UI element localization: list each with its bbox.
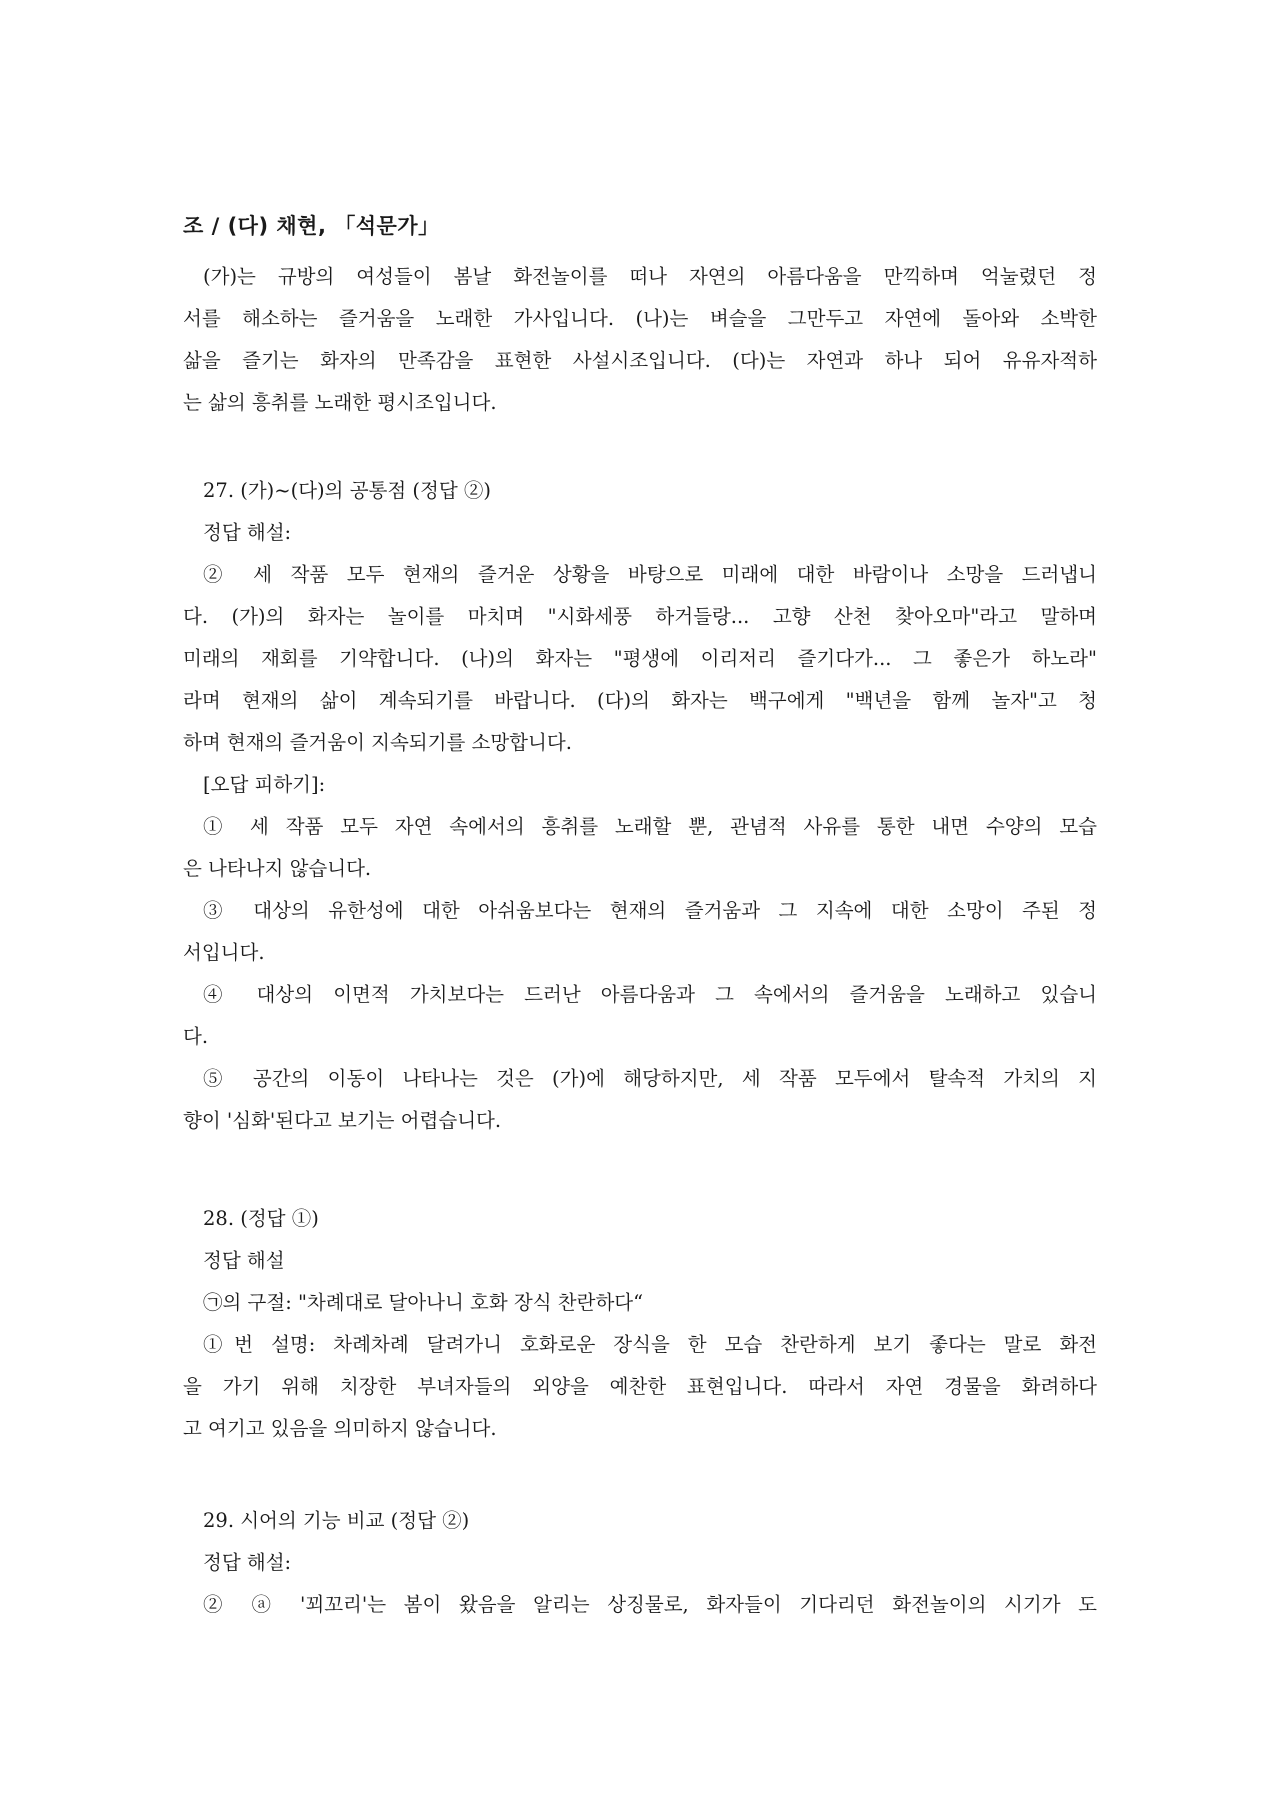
section-heading: 조 / (다) 채현, 「석문가」	[183, 214, 440, 238]
avoid-line: ⑤ 공간의 이동이 나타나는 것은 (가)에 해당하지만, 세 작품 모두에서 탈속적 가치의 지	[203, 1067, 1097, 1090]
explain-line: 미래의 재회를 기약합니다. (나)의 화자는 "평생에 이리저리 즐기다가... 그 좋은가 하노라"	[183, 647, 1097, 670]
explain-label: 정답 해설:	[203, 1551, 292, 1574]
explain-line: 다. (가)의 화자는 놀이를 마치며 "시화세풍 하거들랑... 고향 산천 찾아오마"라고 말하며	[183, 605, 1097, 628]
quoted-phrase: ㉠의 구절: "차례대로 달아나니 호화 장식 찬란하다“	[203, 1291, 644, 1314]
avoid-label: [오답 피하기]:	[203, 773, 326, 796]
avoid-line: ④ 대상의 이면적 가치보다는 드러난 아름다움과 그 속에서의 즐거움을 노래하고 있습니	[203, 983, 1097, 1006]
intro-line: 는 삶의 흥취를 노래한 평시조입니다.	[183, 391, 497, 414]
explain-line: ② ⓐ '꾀꼬리'는 봄이 왔음을 알리는 상징물로, 화자들이 기다리던 화전놀이의 시기가 도	[203, 1593, 1097, 1616]
question-27	[183, 470, 1097, 1142]
avoid-line: 다.	[183, 1025, 209, 1048]
intro-line: 삶을 즐기는 화자의 만족감을 표현한 사설시조입니다. (다)는 자연과 하나 되어 유유자적하	[183, 349, 1097, 372]
avoid-line: 은 나타나지 않습니다.	[183, 857, 372, 880]
question-29	[183, 1500, 1097, 1626]
explain-label: 정답 해설	[203, 1249, 285, 1272]
intro-paragraph	[183, 256, 1097, 424]
intro-line: 서를 해소하는 즐거움을 노래한 가사입니다. (나)는 벼슬을 그만두고 자연에 돌아와 소박한	[183, 307, 1097, 330]
avoid-line: ③ 대상의 유한성에 대한 아쉬움보다는 현재의 즐거움과 그 지속에 대한 소망이 주된 정	[203, 899, 1097, 922]
avoid-line: 서입니다.	[183, 941, 265, 964]
explain-line: 을 가기 위해 치장한 부녀자들의 외양을 예찬한 표현입니다. 따라서 자연 경물을 화려하다	[183, 1375, 1097, 1398]
question-title: 29. 시어의 기능 비교 (정답 ②)	[203, 1509, 470, 1532]
explain-line: ② 세 작품 모두 현재의 즐거운 상황을 바탕으로 미래에 대한 바람이나 소망을 드러냅니	[203, 563, 1097, 586]
explain-line: 고 여기고 있음을 의미하지 않습니다.	[183, 1417, 497, 1440]
avoid-line: 향이 '심화'된다고 보기는 어렵습니다.	[183, 1109, 502, 1132]
explain-line: 하며 현재의 즐거움이 지속되기를 소망합니다.	[183, 731, 572, 754]
question-title: 28. (정답 ①)	[203, 1207, 319, 1230]
question-title: 27. (가)~(다)의 공통점 (정답 ②)	[203, 479, 491, 502]
explain-label: 정답 해설:	[203, 521, 292, 544]
avoid-line: ① 세 작품 모두 자연 속에서의 흥취를 노래할 뿐, 관념적 사유를 통한 내면 수양의 모습	[203, 815, 1097, 838]
explain-line: 라며 현재의 삶이 계속되기를 바랍니다. (다)의 화자는 백구에게 "백년을 함께 놀자"고 청	[183, 689, 1097, 712]
explain-line: ①번 설명: 차례차례 달려가니 호화로운 장식을 한 모습 찬란하게 보기 좋다는 말로 화전	[203, 1333, 1097, 1356]
question-28	[183, 1198, 1097, 1450]
intro-line: (가)는 규방의 여성들이 봄날 화전놀이를 떠나 자연의 아름다움을 만끽하며 억눌렸던 정	[203, 265, 1097, 288]
